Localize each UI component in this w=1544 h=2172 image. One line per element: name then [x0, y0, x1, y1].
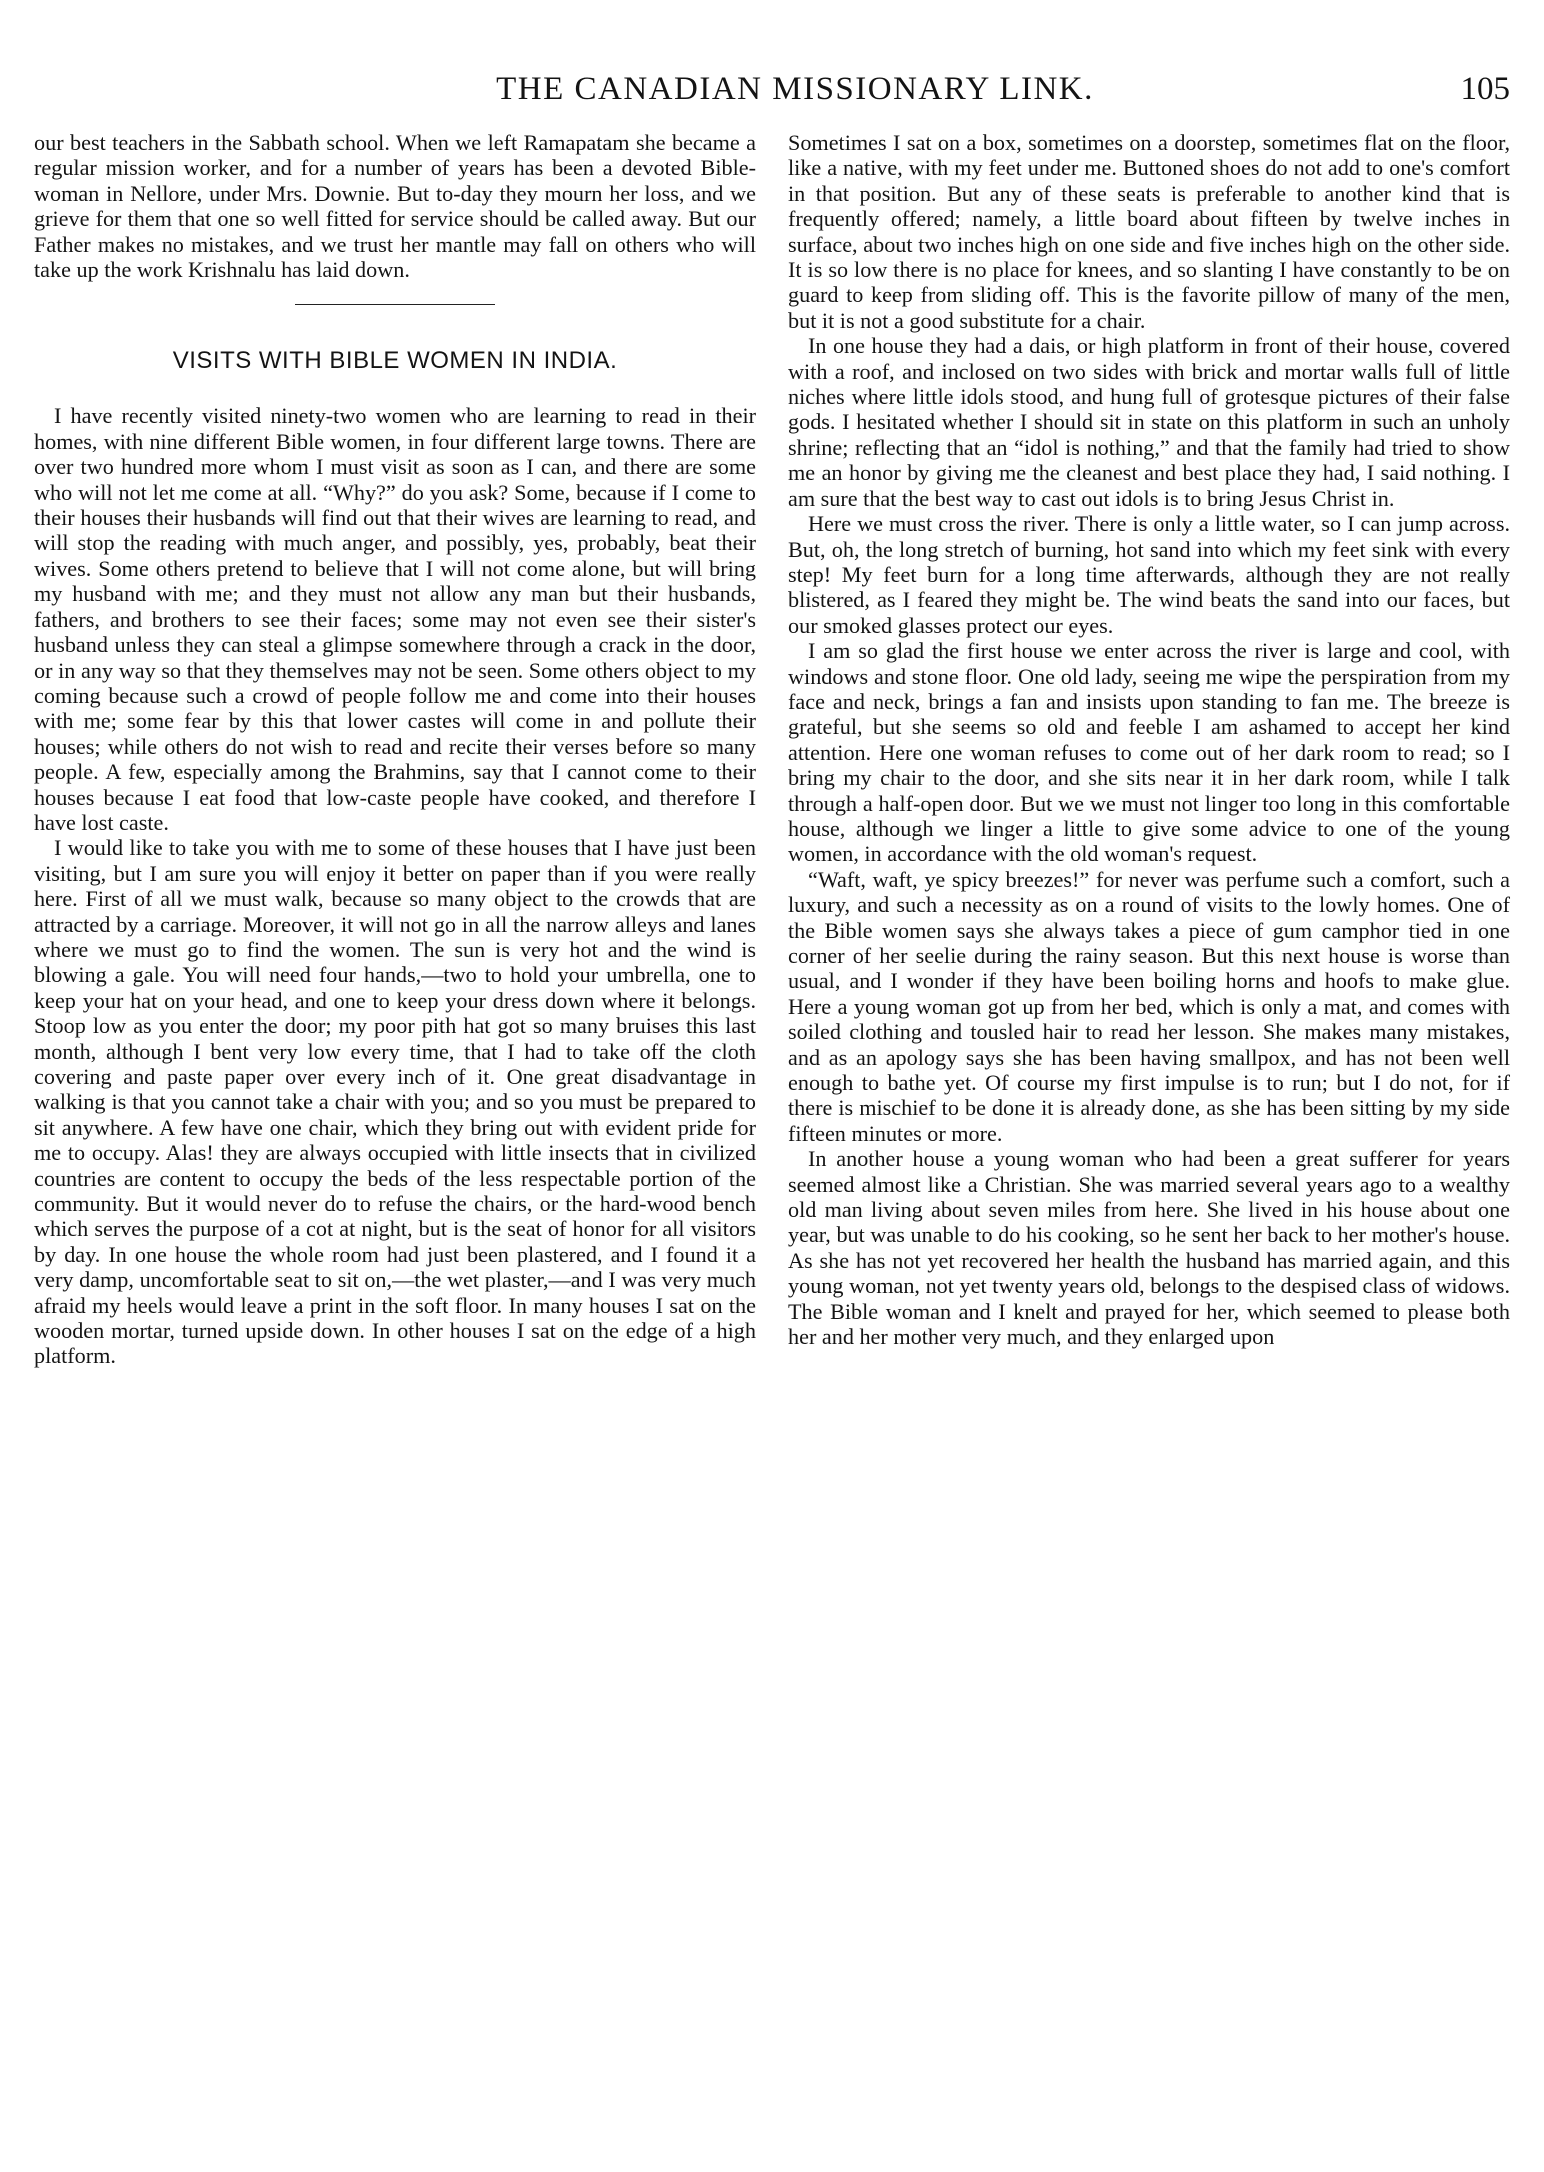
- paragraph: I would like to take you with me to some of these houses that I have just been visiting, but I am sure you will enjoy it better on paper than if you were really here. First of all we must walk, because so many object to the crowds that are attracted by a carriage. Moreover, it will not go in all the narrow alleys and lanes where we must go to find the women. The sun is very hot and the wind is blowing a gale. You will need four hands,—two to hold your umbrella, one to keep your hat on your head, and one to keep your dress down where it belongs. Stoop low as you enter the door; my poor pith hat got so many bruises this last month, although I bent very low every time, that I had to take off the cloth covering and paste paper over every inch of it. One great disadvantage in walking is that you cannot take a chair with you; and so you must be prepared to sit anywhere. A few have one chair, which they bring out with evident pride for me to occupy. Alas! they are always occupied with little insects that in civilized countries are content to occupy the beds of the less respectable portion of the community. But it would never do to refuse the chairs, or the hard-wood bench which serves the purpose of a cot at night, but is the seat of honor for all visitors by day. In one house the whole room had just been plastered, and I found it a very damp, uncomfortable seat to sit on,—the wet plaster,—and I was very much afraid my heels would leave a print in the soft floor. In many houses I sat on the wooden mortar, turned upside down. In other houses I sat on the edge of a high platform.: [34, 835, 756, 1369]
- paragraph: “Waft, waft, ye spicy breezes!” for never was perfume such a comfort, such a luxury, and such a necessity as on a round of visits to the lowly homes. One of the Bible women says she always takes a piece of gum camphor tied in one corner of her seelie during the rainy season. But this next house is worse than usual, and I wonder if they have been boiling horns and hoofs to make glue. Here a young woman got up from her bed, which is only a mat, and comes with soiled clothing and tousled hair to read her lesson. She makes many mistakes, and as an apology says she has been having smallpox, and has not been well enough to bathe yet. Of course my first impulse is to run; but I do not, for if there is mischief to be done it is already done, as she has been sitting by my side fifteen minutes or more.: [788, 866, 1510, 1146]
- paragraph: I am so glad the first house we enter across the river is large and cool, with windows and stone floor. One old lady, seeing me wipe the perspiration from my face and neck, brings a fan and insists upon standing to fan me. The breeze is grateful, but she seems so old and feeble I am ashamed to accept her kind attention. Here one woman refuses to come out of her dark room to read; so I bring my chair to the door, and she sits near it in her dark room, while I talk through a half-open door. But we we must not linger too long in this comfortable house, although we linger a little to give some advice to one of the young women, in accordance with the old woman's request.: [788, 638, 1510, 867]
- paragraph: Here we must cross the river. There is only a little water, so I can jump across. But, oh, the long stretch of burning, hot sand into which my feet sink with every step! My feet burn for a long time afterwards, although they are not really blistered, as I feared they might be. The wind beats the sand into our faces, but our smoked glasses protect our eyes.: [788, 511, 1510, 638]
- paragraph: In one house they had a dais, or high platform in front of their house, covered with a roof, and inclosed on two sides with brick and mortar walls full of little niches where little idols stood, and hung full of grotesque pictures of their false gods. I hesitated whether I should sit in state on this platform in such an unholy shrine; reflecting that an “idol is nothing,” and that the family had tried to show me an honor by giving me the cleanest and best place they had, I said nothing. I am sure that the best way to cast out idols is to bring Jesus Christ in.: [788, 333, 1510, 511]
- running-head: [80, 64, 1510, 114]
- paragraph: Sometimes I sat on a box, sometimes on a doorstep, sometimes flat on the floor, like a native, with my feet under me. Buttoned shoes do not add to one's comfort in that position. But any of these seats is preferable to another kind that is frequently offered; namely, a little board about fifteen by twelve inches in surface, about two inches high on one side and five inches high on the other side. It is so low there is no place for knees, and so slanting I have constantly to be on guard to keep from sliding off. This is the favorite pillow of many of the men, but it is not a good substitute for a chair.: [788, 130, 1510, 333]
- page-number: 105: [1460, 71, 1510, 107]
- continued-paragraph: our best teachers in the Sabbath school. When we left Ramapatam she became a regular mission worker, and for a number of years has been a devoted Bible-woman in Nellore, under Mrs. Downie. But to-day they mourn her loss, and we grieve for them that one so well fitted for service should be called away. But our Father makes no mistakes, and we trust her mantle may fall on others who will take up the work Krishnalu has laid down.: [34, 130, 756, 283]
- running-title: THE CANADIAN MISSIONARY LINK.: [496, 71, 1094, 107]
- left-column: [34, 130, 756, 2132]
- section-divider: [295, 304, 495, 305]
- right-column: [788, 130, 1510, 2132]
- paragraph: In another house a young woman who had been a great sufferer for years seemed almost like a Christian. She was married several years ago to a wealthy old man living about seven miles from here. She lived in his house about one year, but was unable to do his cooking, so he sent her back to her mother's house. As she has not yet recovered her health the husband has married again, and this young woman, not yet twenty years old, belongs to the despised class of widows. The Bible woman and I knelt and prayed for her, which seemed to please both her and her mother very much, and they enlarged upon: [788, 1146, 1510, 1350]
- paragraph: I have recently visited ninety-two women who are learning to read in their homes, with nine different Bible women, in four different large towns. There are over two hundred more whom I must visit as soon as I can, and there are some who will not let me come at all. “Why?” do you ask? Some, because if I come to their houses their husbands will find out that their wives are learning to read, and will stop the reading with much anger, and possibly, yes, probably, beat their wives. Some others pretend to believe that I will not come alone, but will bring my husband with me; and they must not allow any man but their husbands, fathers, and brothers to see their faces; some may not even see their sister's husband unless they can steal a glimpse somewhere through a crack in the door, or in any way so that they themselves may not be seen. Some others object to my coming because such a crowd of people follow me and come into their houses with me; some fear by this that lower castes will come in and pollute their houses; while others do not wish to read and recite their verses before so many people. A few, especially among the Brahmins, say that I cannot come to their houses because I eat food that low-caste people have cooked, and therefore I have lost caste.: [34, 403, 756, 835]
- article-title: VISITS WITH BIBLE WOMEN IN INDIA.: [172, 347, 618, 375]
